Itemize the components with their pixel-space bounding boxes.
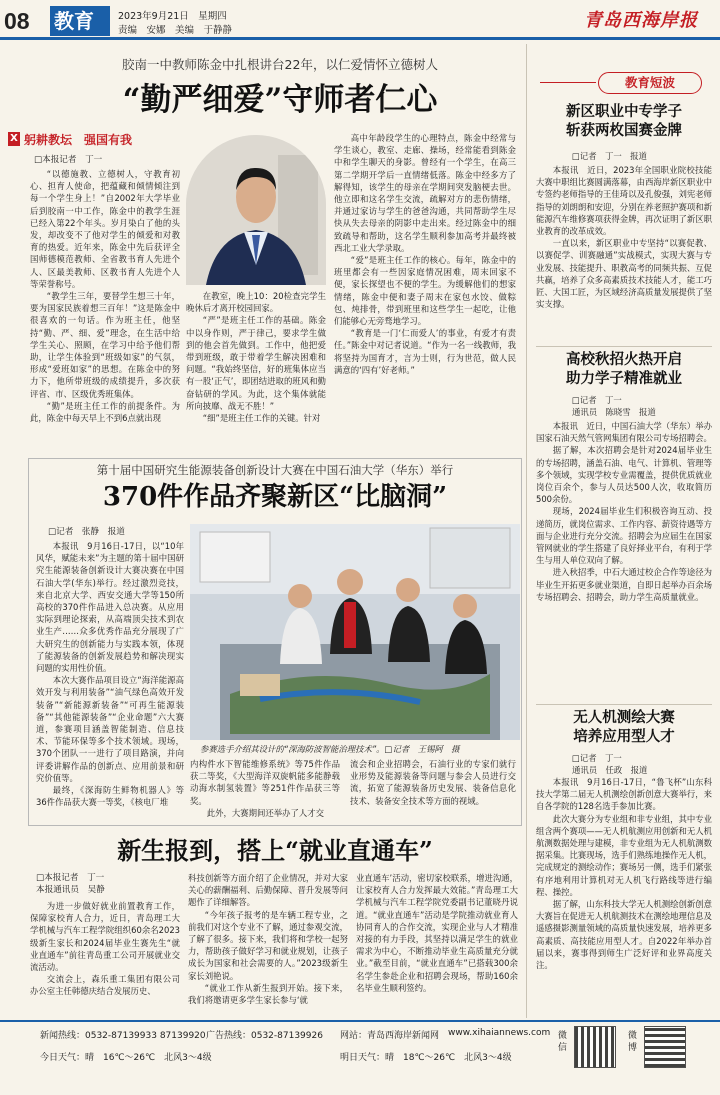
footer-site: 网站：青岛西海岸新闻网: [340, 1031, 440, 1041]
section-title: 教育: [54, 9, 94, 33]
lead-byline: □本报记者 丁一: [34, 155, 103, 165]
lead-kicker: 胶南一中教师陈金中扎根讲台22年，以仁爱情怀立德树人: [122, 57, 438, 72]
footer-ad: 广告热线：0532-87139926: [206, 1031, 323, 1041]
lead-column-3: [334, 132, 516, 452]
column-tag: 躬耕教坛 强国有我: [24, 133, 133, 147]
paragraph: 本报讯 近日，中国石油大学（华东）举办国家石油天然气管网集团有限公司专场招聘会。: [536, 421, 712, 444]
paragraph: 本报讯 近日，2023年全国职业院校技能大赛中职组比赛圆满落幕，由西海岸新区职业中专签约老师指导的王佳琦以及孔俊强，刘宪老师指导的刘朗朗和安迎，分别在养老照护赛项和新能源汽车维修赛项获得金牌，再次证明了新区职业教育的改革成效。: [536, 165, 712, 237]
column-tag-mark: X: [8, 132, 20, 146]
sidebar-item-1-title: 新区职业中专学子 斩获两枚国赛金牌: [566, 103, 682, 139]
lead-column-2: [186, 290, 326, 452]
paragraph: 此外，大赛期间还举办了人才交: [206, 807, 325, 818]
badge-decoration: [540, 82, 596, 83]
sidebar-item-2-body: [536, 420, 712, 696]
third-headline: 新生报到，搭上“就业直通车”: [117, 836, 433, 865]
lead-column-1: [30, 168, 180, 452]
paragraph: 最终，《深海防生鲜物机器人》等36件作品获大赛一等奖，《核电厂堆: [36, 785, 184, 808]
masthead-logo: 青岛西海岸报: [584, 10, 698, 31]
footer-hotline: 新闻热线：0532-87139933 87139920: [40, 1031, 206, 1041]
third-column-2: [188, 872, 348, 1016]
sidebar-divider: [536, 346, 712, 347]
paragraph: “以德施教、立德树人，守教育初心、担育人使命，把蕴藏和倾情倾注到每一个学生身上！”自2002年大学毕业后到胶南一中工作，陈金中的教学生涯已经入第22个年头。岁月染白了他的头发，却改变不了他对学生的倾爱和对教育的热爱。近年来，陈金中先后获评全国师德模范教师、全省教书育人先进个人、区最美教师、区教书育人先进个人等荣誉称号。: [30, 169, 180, 289]
third-column-1: [30, 900, 180, 1016]
footer-rule: [0, 1020, 720, 1022]
paragraph: 内构件水下智能维修系统》等75件作品获二等奖，《大型海洋双旋帆能多能静载动海水制氢装置》等251件作品获三等奖。: [190, 759, 340, 806]
weibo-qr-icon[interactable]: [644, 1026, 686, 1068]
second-kicker: 第十届中国研究生能源装备创新设计大赛在中国石油大学（华东）举行: [96, 463, 454, 477]
paragraph: “教育是一门‘仁而爱人’的事业，有爱才有责任。”陈金中对记者说道。“作为一名一线教师，我将坚持为国育才，言为士则，行为世范，做人民满意的‘四有’好老师。”: [334, 328, 516, 375]
paragraph: “教学生三年，要替学生想三十年，要为国家民族着想三百年！”这是陈金中很喜欢的一句话。作为班主任，他坚持“勤、严、细、爱”理念，在生活中给学生关心、照顾，在学习中给予他们帮助，让学生体验到“班级如家”的气氛，形成“爱班如家”的思想。在陈金中的努力下，他所带班级的成绩提升，多次获评省、市、区级优秀班集体。: [30, 291, 180, 399]
lead-headline: “勤严细爱”守师者仁心: [122, 82, 438, 118]
paragraph: 本报讯 9月16日-17日，以“10年风华，赋能未来”为主题的第十届中国研究生能源装备创新设计大赛决赛在中国石油大学(华东)举行。经过激烈竞技，来自北京大学、西安交通大学等150所高校的370件作品进入总决赛。从应用实际到理论探索，从高端顶尖技术到农业生产……众多优秀作品充分展现了广大研究生的创新能力与实践本领，体现了能源装备的创新发展趋势和解决现实问题的实用性价值。: [36, 541, 184, 674]
paragraph: “就业工作从新生报到开始。接下来，我们将邀请更多学生家长参与‘就: [188, 982, 348, 1006]
paragraph: “细”是班主任工作的关键。针对: [202, 413, 321, 424]
sidebar-item-2-title: 高校秋招火热开启 助力学子精准就业: [566, 351, 682, 387]
paragraph: 据了解，本次招聘会是针对2024届毕业生的专场招聘，涵盖石油、电气、计算机、管理等多个领域，实现学校专业需覆盖，提供优质就业岗位百余个，参与人员达500人次，收取简历500余份。: [536, 445, 712, 505]
wechat-qr-icon[interactable]: [574, 1026, 616, 1068]
today-weather: 今日天气：晴 16℃～26℃ 北风3～4级: [40, 1053, 212, 1063]
paragraph: 本报讯 9月16日-17日，“鲁飞杯”山东科技大学第二届无人机测绘创新创意大赛举行，来自各学院的128名选手参加比赛。: [536, 777, 712, 812]
weibo-label: 微博: [628, 1031, 638, 1053]
second-headline: 370件作品齐聚新区“比脑洞”: [102, 482, 448, 512]
third-byline: □本报记者 丁一 本报通讯员 吴静: [36, 873, 105, 896]
paragraph: 此次大赛分为专业组和非专业组，其中专业组含两个赛项——无人机航测应用创新和无人机航测数据处理与建模，非专业组为无人机航测数据采集。比赛现场，选手们熟练地操作无人机，完成规定的测绘动作；赛场另一侧，选手们紧张有序地利用计算机对无人机飞行路线等进行编程、操控。: [536, 813, 712, 897]
paragraph: 业直通车’活动，密切家校联系，增进沟通，让家校育人合力发挥最大效能。”青岛理工大学机械与汽车工程学院党委副书记董晓丹说道。“就业直通车”活动是学院推动就业育人协同育人的合作交流，实现企业与人才精准对接的有力手段，其坚持以满足学生的就业需求为中心，不断推动毕业生高质量充分就业。”截至目前，“就业直通车”已搭载300余名学生参赴企业和招聘会现场，帮助160余名毕业生顺利签约。: [356, 873, 518, 993]
paragraph: 在教室，晚上10：20检查完学生晚休后才离开校园回家。: [186, 291, 326, 314]
second-column-1: [36, 540, 184, 822]
footer-url[interactable]: www.xihaiannews.com: [448, 1028, 551, 1038]
page-number: 08: [4, 8, 30, 34]
paragraph: 一直以来，新区职业中专坚持“以赛促教、以赛促学、训赛融通”实战模式，实现大赛与专业发展、技能提升、职教高考的同频共振、互促共赢，培养了众多高素质技术技能人才，能工巧匠、大国工匠，为区域经济高质量发展提供了坚实支撑。: [536, 238, 712, 310]
sidebar-item-3-byline: □记者 丁一 通讯员 任政 报道: [572, 753, 648, 775]
sidebar-item-3-body: [536, 776, 712, 1016]
competition-photo: [190, 524, 520, 740]
paragraph: 交流会上，森乐重工集团有限公司办公室主任韩德庆结合发展历史、: [30, 974, 180, 997]
paragraph: 据了解，山东科技大学无人机测绘创新创意大赛旨在促进无人机航测技术在测绘地理信息及遥感摄影测量领域的高质量快速发展，培养更多高素质、高技能应用型人才。自2022年举办首届以来，赛事得到师生广泛好评和业界高度关注。: [536, 899, 712, 971]
sidebar-item-2-byline: □记者 丁一 通讯员 陈晓雪 报道: [572, 395, 656, 417]
paragraph: “爱”是班主任工作的核心。每年，陈金中的班里都会有一些因家庭情况困难，周末回家不便，家长探望也不便的学生。为缓解他们的想家情绪，陈金中便和妻子周末在家包水饺、做粽包、炖排骨，带到班里和这些学生一起吃，让他们能够心无旁骛地学习。: [334, 255, 516, 327]
sidebar-divider: [536, 704, 712, 705]
wechat-label: 微信: [558, 1031, 568, 1053]
paragraph: “严”是班主任工作的基础。陈金中以身作则，严于律己，要求学生做到的他会首先做到。工作中，他把爱带到班级，敢于带着学生解决困难和问题。“我始终坚信，好的班集体应当有一股‘正气’，即团结进取的班风和勤奋钻研的学风。为此，这个集体就能所向披靡、战无不胜！”: [186, 315, 326, 411]
paragraph: 流会和企业招聘会，石油行业的专家们就行业形势及能源装备等问题与参会人员进行交流，拓宽了能源装备历史发展、装备信息化技术、装备安全技术等方面的视域。: [350, 759, 516, 806]
second-column-3: [350, 758, 516, 822]
second-column-2: [190, 758, 340, 822]
paragraph: 为进一步做好就业前置教育工作，保障家校育人合力，近日，青岛理工大学机械与汽车工程学院组织60余名2023级新生家长和2024届毕业生赛先生“就业直通车”前往青岛重工公司开展就业交流活动。: [30, 901, 180, 973]
paragraph: 科技创新等方面介绍了企业情况，并对大家关心的薪酬福利、后勤保障、晋升发展等问题作了详细解答。: [188, 873, 348, 908]
photo-caption: 参赛选手介绍其设计的“深海防波智能治理技术”。□记者 王锡阿 摄: [200, 744, 460, 754]
editors: 责编 安娜 美编 于静静: [118, 25, 233, 36]
tomorrow-weather: 明日天气：晴 18℃～26℃ 北风3～4级: [340, 1053, 512, 1063]
paragraph: “今年孩子报考的是车辆工程专业，之前我们对这个专业不了解，通过参观交流，了解了很多。接下来，我们将和学校一起努力，帮助孩子做好学习和就业规划，让孩子成长为国家和社会需要的人。”2023级新生家长刘艳说。: [188, 909, 348, 981]
paragraph: 高中年龄段学生的心理特点，陈金中经常与学生谈心，教室、走廊、操场，经常能看到陈金中和学生聊天的身影。曾经有一个学生，在高三第二学期开学后一直情绪低落。陈金中经多方了解得知，该学生的母亲在学期间突发脑梗去世。他立即和这名学生交流，疏解对方的悲伤情绪，并通过家访与学生的爸爸沟通，共同帮助学生尽快从失去母亲的阴影中走出来。经过陈金中的细致疏导和帮助，这名学生顺利参加高考并最终被西北工业大学录取。: [334, 133, 516, 253]
third-column-3: [356, 872, 518, 1016]
paragraph: 现场，2024届毕业生们积极咨询互动、投递简历，就岗位需求、工作内容、薪资待遇等方面与企业进行充分交流。招聘会为应届生在国家管网就业的学生搭建了良好择业平台，有利于学生与用人单位双向了解。: [536, 506, 712, 566]
paragraph: “勤”是班主任工作的前提条件。为此，陈金中每天早上不到6点就出现: [30, 400, 180, 424]
issue-date: 2023年9月21日 星期四: [118, 11, 227, 22]
header-rule: [0, 37, 720, 40]
paragraph: 进入秋招季，中石大通过校企合作等途径为毕业生开拓更多就业渠道，自即日起举办百余场专场招聘会、招聘会，助力学生高质量就业。: [536, 567, 712, 602]
sidebar-item-3-title: 无人机测绘大赛 培养应用型人才: [573, 709, 675, 745]
sidebar-item-1-body: [536, 164, 712, 342]
column-divider: [526, 44, 527, 1018]
teacher-portrait: [186, 135, 326, 285]
sidebar-item-1-byline: □记者 丁一 报道: [572, 151, 647, 161]
second-byline: □记者 张静 报道: [48, 527, 125, 537]
sidebar-badge: 教育短波: [598, 72, 702, 94]
paragraph: 本次大赛作品项目设立“海洋能源高效开发与利用装备”“油气绿色高效开发装备”“新能源新装备”“可再生能源装备”“其他能源装备”“企业命题”六大赛道，参赛项目涵盖智能制造、信息技术、节能环保等多个技术领域。现场，370个团队一一进行了项目路演，并向评委讲解作品的创新点、应用前景和研究价值等。: [36, 675, 184, 783]
